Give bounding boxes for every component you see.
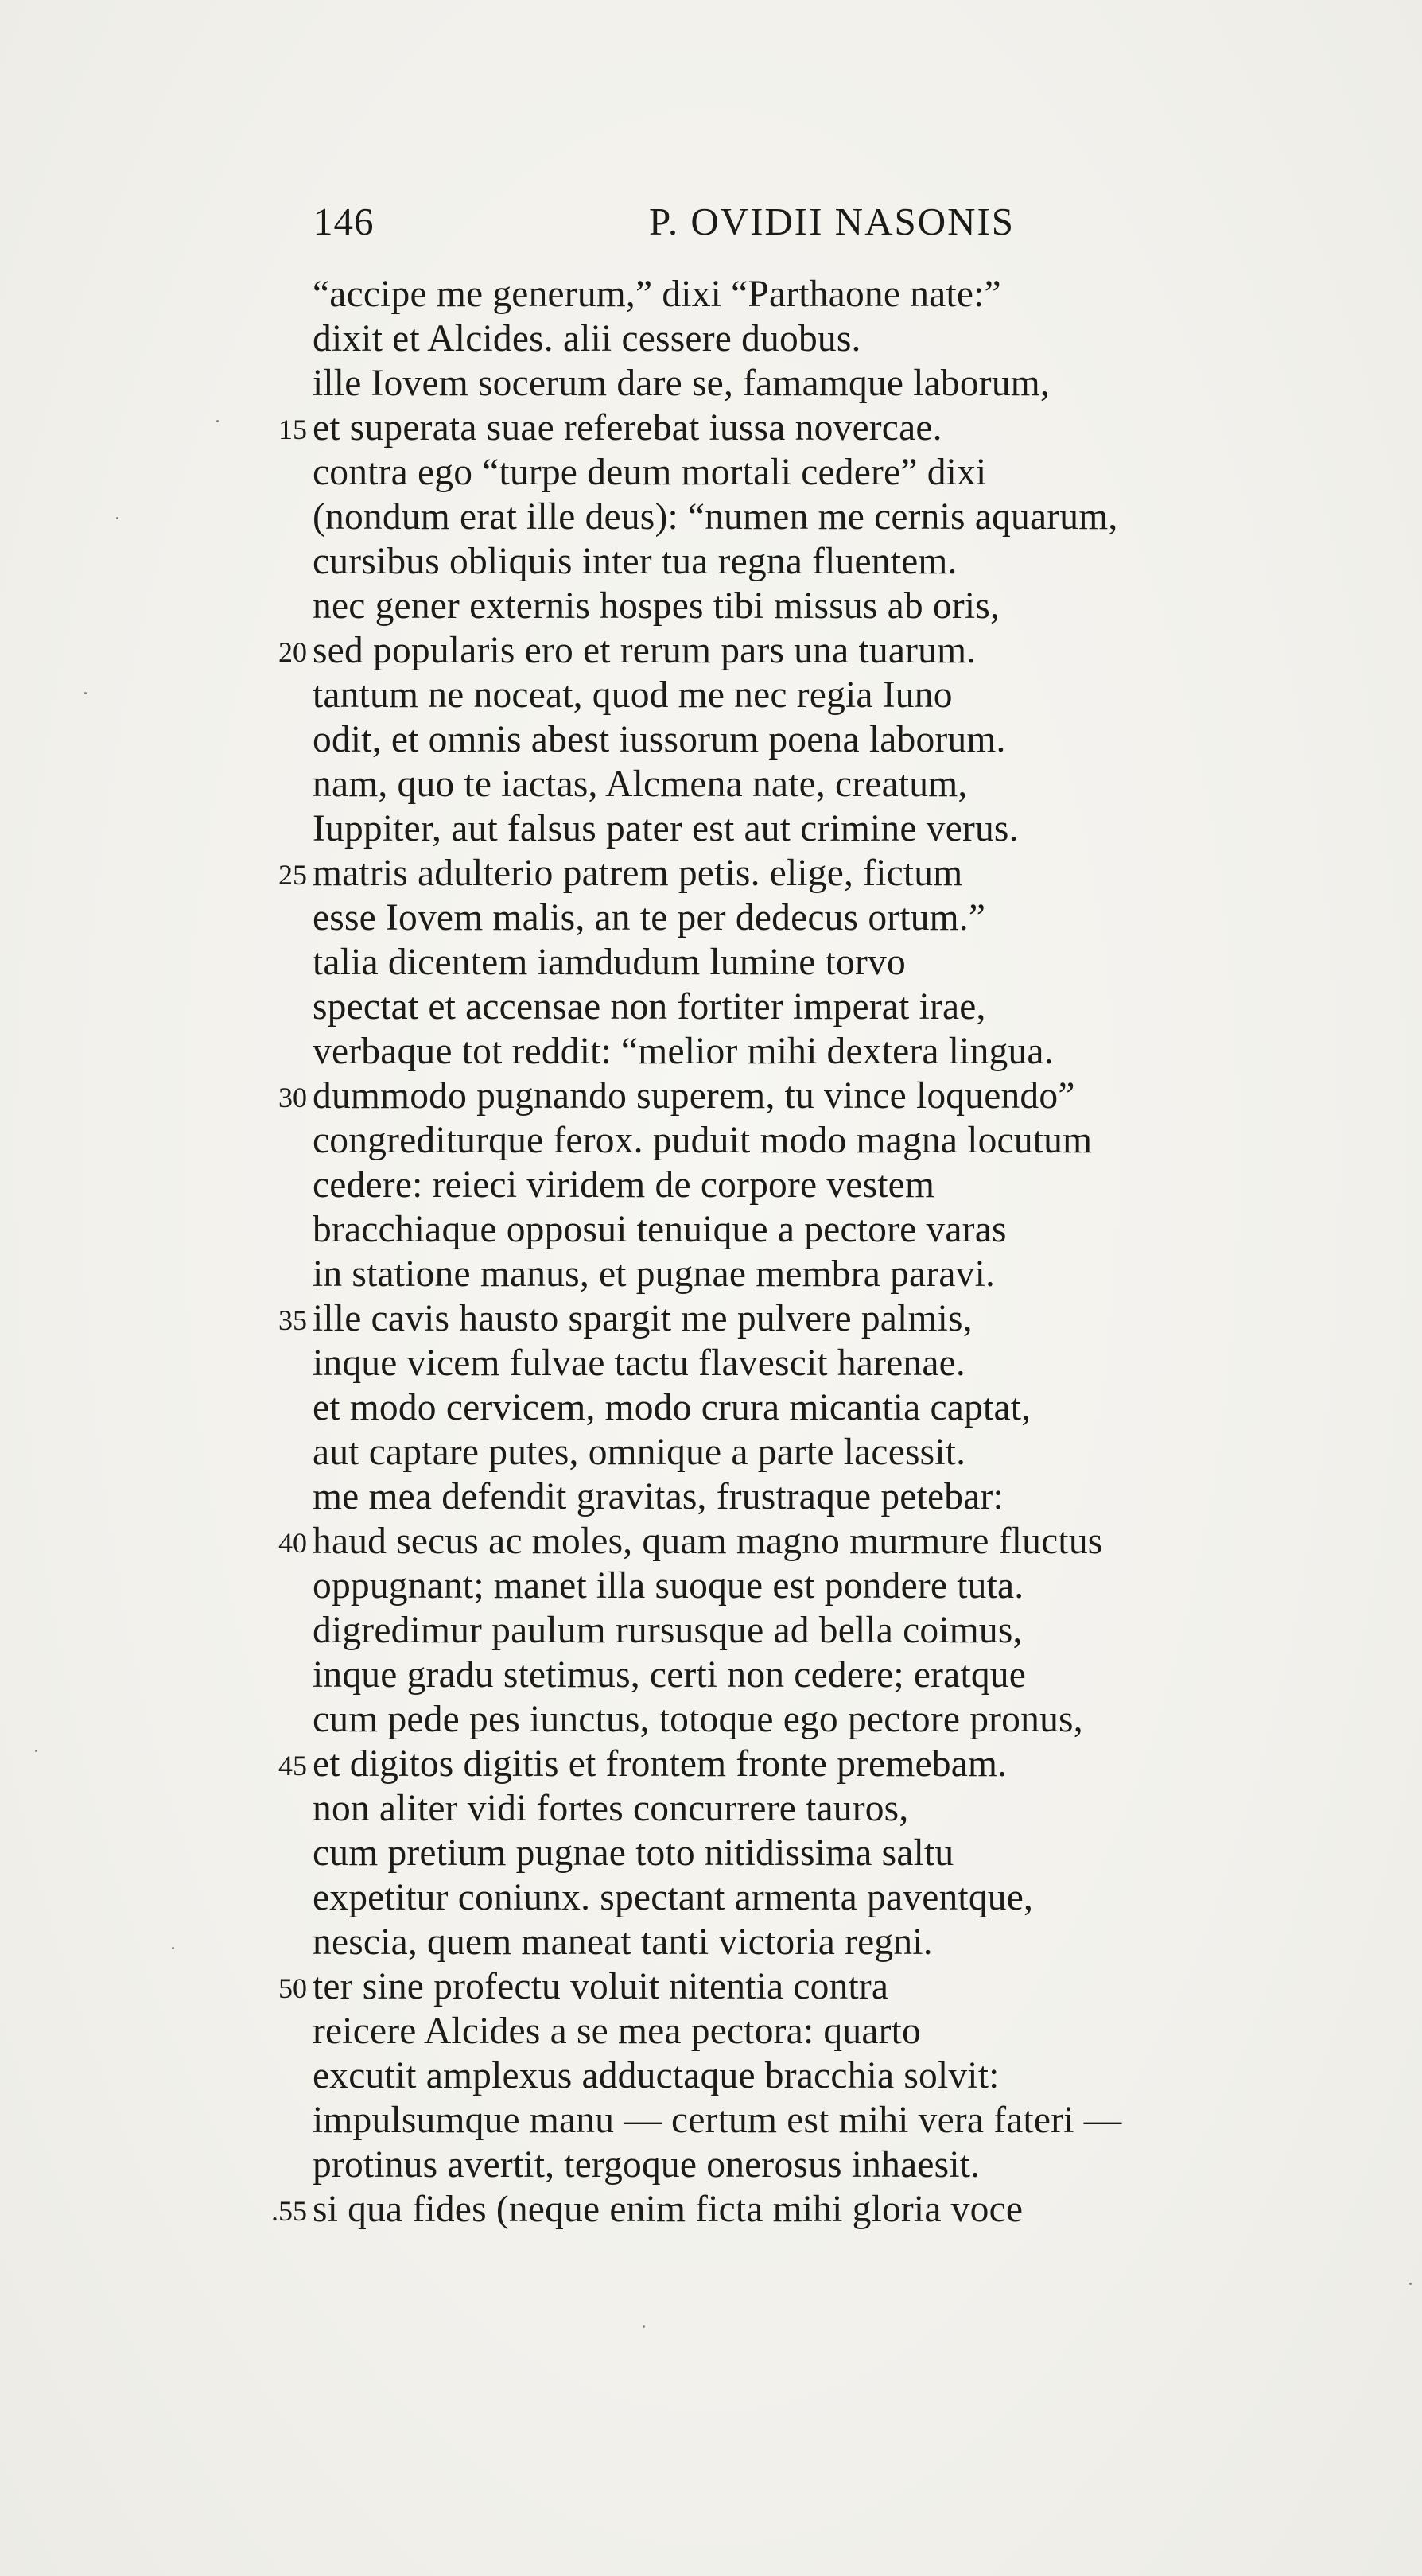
running-title: P. OVIDII NASONIS	[649, 200, 1016, 243]
verse-text-line: cum pede pes iunctus, totoque ego pectore pronus,	[313, 1699, 1083, 1740]
verse-text-line: contra ego “turpe deum mortali cedere” dixi	[313, 452, 987, 493]
verse-line	[0, 1252, 1422, 1296]
verse-line	[0, 1430, 1422, 1474]
verse-line	[0, 806, 1422, 851]
paper-speck	[35, 1750, 37, 1752]
verse-text-line: reicere Alcides a se mea pectora: quarto	[313, 2011, 921, 2052]
line-number: 35	[278, 1304, 307, 1336]
line-number: 40	[278, 1527, 307, 1559]
verse-text-line: me mea defendit gravitas, frustraque petebar:	[313, 1476, 1004, 1517]
verse-text-line: nam, quo te iactas, Alcmena nate, creatum,	[313, 763, 968, 805]
verse-text-line: oppugnant; manet illa suoque est pondere tuta.	[313, 1565, 1024, 1607]
verse-line	[0, 1341, 1422, 1385]
paper-speck	[216, 420, 219, 422]
verse-text-line: nescia, quem maneat tanti victoria regni.	[313, 1921, 933, 1963]
verse-line	[0, 1697, 1422, 1742]
verse-text-line: esse Iovem malis, an te per dedecus ortum.”	[313, 897, 986, 938]
verse-text-line: inque gradu stetimus, certi non cedere; eratque	[313, 1654, 1027, 1696]
line-number: 20	[278, 636, 307, 668]
verse-line	[0, 762, 1422, 806]
verse-line	[0, 1742, 1422, 1786]
verse-text-line: cursibus obliquis inter tua regna fluentem.	[313, 541, 958, 582]
verse-text-line: excutit amplexus adductaque bracchia solvit:	[313, 2055, 1000, 2096]
paper-speck	[116, 517, 118, 519]
verse-line	[0, 673, 1422, 717]
verse-text-line: bracchiaque opposui tenuique a pectore varas	[313, 1209, 1007, 1250]
verse-line	[0, 1207, 1422, 1252]
verse-text-line: in statione manus, et pugnae membra paravi.	[313, 1253, 996, 1295]
verse-line	[0, 717, 1422, 762]
verse-text-line: impulsumque manu — certum est mihi vera fateri —	[313, 2100, 1122, 2141]
verse-text-line: odit, et omnis abest iussorum poena laborum.	[313, 719, 1006, 760]
verse-line	[0, 2009, 1422, 2053]
line-number: 30	[278, 1082, 307, 1113]
verse-line	[0, 2187, 1422, 2232]
verse-line	[0, 1296, 1422, 1341]
verse-text-line: protinus avertit, tergoque onerosus inhaesit.	[313, 2144, 981, 2186]
verse-line	[0, 2143, 1422, 2187]
verse-text-line: inque vicem fulvae tactu flavescit harenae.	[313, 1342, 965, 1384]
verse-text-line: si qua fides (neque enim ficta mihi gloria voce	[313, 2189, 1024, 2230]
verse-line	[0, 628, 1422, 673]
verse-text-line: spectat et accensae non fortiter imperat irae,	[313, 986, 986, 1028]
verse-text-line: dummodo pugnando superem, tu vince loquendo”	[313, 1075, 1075, 1117]
line-number: 15	[278, 414, 307, 445]
verse-text-line: et digitos digitis et frontem fronte premebam.	[313, 1743, 1008, 1785]
verse-text-line: Iuppiter, aut falsus pater est aut crimine verus.	[313, 808, 1019, 849]
verse-text-line: aut captare putes, omnique a parte lacessit.	[313, 1432, 966, 1473]
verse-text-line: nec gener externis hospes tibi missus ab oris,	[313, 585, 1000, 627]
verse-text-line: et modo cervicem, modo crura micantia captat,	[313, 1387, 1032, 1428]
verse-text-line: verbaque tot reddit: “melior mihi dextera lingua.	[313, 1031, 1054, 1072]
verse-text-line: et superata suae referebat iussa novercae.	[313, 407, 942, 449]
verse-text-line: (nondum erat ille deus): “numen me cernis aquarum,	[313, 496, 1118, 538]
verse-line	[0, 1474, 1422, 1519]
verse-line	[0, 2053, 1422, 2098]
verse-line	[0, 1608, 1422, 1653]
verse-text-line: ter sine profectu voluit nitentia contra	[313, 1966, 889, 2007]
verse-line	[0, 896, 1422, 940]
verse-line	[0, 2098, 1422, 2143]
paper-speck	[172, 1947, 174, 1949]
verse-line	[0, 1786, 1422, 1831]
verse-line	[0, 450, 1422, 495]
verse-line	[0, 1653, 1422, 1697]
verse-line	[0, 1831, 1422, 1875]
verse-line	[0, 317, 1422, 361]
verse-line	[0, 1118, 1422, 1163]
verse-text-line: congrediturque ferox. puduit modo magna locutum	[313, 1120, 1093, 1161]
verse-text-line: talia dicentem iamdudum lumine torvo	[313, 942, 906, 983]
line-number: .55	[271, 2195, 307, 2227]
line-number: 50	[278, 1972, 307, 2004]
verse-line	[0, 584, 1422, 628]
verse-text-line: sed popularis ero et rerum pars una tuarum.	[313, 630, 977, 671]
verse-line	[0, 1875, 1422, 1920]
verse-text-line: cum pretium pugnae toto nitidissima saltu	[313, 1832, 954, 1874]
line-number: 25	[278, 859, 307, 891]
page-header	[313, 199, 1029, 254]
verse-text-line: matris adulterio patrem petis. elige, fictum	[313, 853, 963, 894]
verse-text-line: ille Iovem socerum dare se, famamque laborum,	[313, 363, 1050, 404]
verse-line	[0, 1029, 1422, 1074]
verse-line	[0, 1964, 1422, 2009]
verse-line	[0, 1385, 1422, 1430]
page-number: 146	[313, 200, 375, 243]
verse-text-line: “accipe me generum,” dixi “Parthaone nate:”	[313, 274, 1001, 315]
verse-text-line: haud secus ac moles, quam magno murmure fluctus	[313, 1521, 1103, 1562]
verse-line	[0, 1074, 1422, 1118]
verse-text-line: dixit et Alcides. alii cessere duobus.	[313, 318, 861, 359]
verse-text-line: digredimur paulum rursusque ad bella coimus,	[313, 1610, 1023, 1651]
verse-text-line: non aliter vidi fortes concurrere tauros,	[313, 1788, 909, 1829]
verse-line	[0, 361, 1422, 406]
paper-speck	[643, 2325, 645, 2328]
verse-line	[0, 1163, 1422, 1207]
verse-line	[0, 851, 1422, 896]
paper-speck	[84, 692, 87, 694]
verse-text-line: tantum ne noceat, quod me nec regia Iuno	[313, 674, 953, 716]
verse-text-line: cedere: reieci viridem de corpore vestem	[313, 1164, 935, 1206]
verse-line	[0, 1564, 1422, 1608]
verse-line	[0, 940, 1422, 985]
verse-line	[0, 539, 1422, 584]
line-number: 45	[278, 1750, 307, 1781]
verse-text-line: ille cavis hausto spargit me pulvere palmis,	[313, 1298, 973, 1339]
verse-line	[0, 1519, 1422, 1564]
verse-line	[0, 495, 1422, 539]
verse-line	[0, 985, 1422, 1029]
verse-text-line: expetitur coniunx. spectant armenta paventque,	[313, 1877, 1034, 1918]
paper-speck	[1409, 2283, 1412, 2285]
verse-text	[0, 272, 1422, 2232]
verse-line	[0, 1920, 1422, 1964]
verse-line	[0, 272, 1422, 317]
verse-line	[0, 406, 1422, 450]
